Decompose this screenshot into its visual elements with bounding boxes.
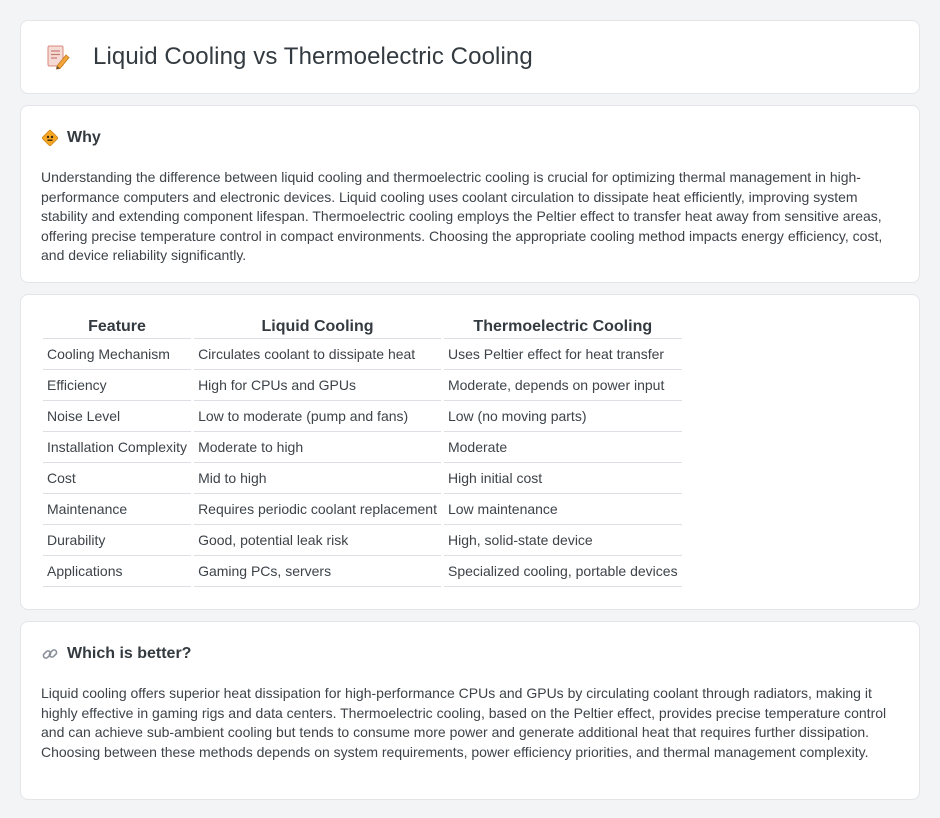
header-thermoelectric-cooling: Thermoelectric Cooling: [444, 317, 682, 339]
which-title: Which is better?: [67, 645, 192, 662]
feature-cell: Installation Complexity: [43, 432, 191, 463]
why-title: Why: [67, 129, 101, 146]
feature-cell: Maintenance: [43, 494, 191, 525]
why-section: [20, 105, 920, 283]
thermoelectric-cell: Specialized cooling, portable devices: [444, 556, 682, 587]
table-row: [43, 494, 682, 525]
page-title: Liquid Cooling vs Thermoelectric Cooling: [93, 43, 533, 70]
feature-cell: Durability: [43, 525, 191, 556]
feature-cell: Cooling Mechanism: [43, 339, 191, 370]
feature-cell: Applications: [43, 556, 191, 587]
liquid-cell: Mid to high: [194, 463, 441, 494]
liquid-cell: Circulates coolant to dissipate heat: [194, 339, 441, 370]
table-row: [43, 370, 682, 401]
thermoelectric-cell: Moderate: [444, 432, 682, 463]
warning-sign-icon: [41, 129, 59, 147]
which-text: Liquid cooling offers superior heat dissipation for high-performance CPUs and GPUs by circulating coolant through radiators, making it highly effective in gaming rigs and data centers. Thermoelectric cooling, based on the Peltier effect, provides precise temperature control and can achieve sub-ambient cooling but tends to consume more power and generate additional heat that requires further dissipation. Choosing between these methods depends on system requirements, power efficiency priorities, and thermal management complexity.: [41, 685, 887, 760]
table-row: [43, 556, 682, 587]
feature-cell: Cost: [43, 463, 191, 494]
liquid-cell: Requires periodic coolant replacement: [194, 494, 441, 525]
liquid-cell: Good, potential leak risk: [194, 525, 441, 556]
header-feature: Feature: [43, 317, 191, 339]
liquid-cell: Moderate to high: [194, 432, 441, 463]
document-pencil-icon: [45, 44, 71, 70]
link-icon: [41, 645, 59, 663]
liquid-cell: Low to moderate (pump and fans): [194, 401, 441, 432]
header-liquid-cooling: Liquid Cooling: [194, 317, 441, 339]
thermoelectric-cell: High initial cost: [444, 463, 682, 494]
liquid-cell: High for CPUs and GPUs: [194, 370, 441, 401]
which-section: [20, 621, 920, 800]
feature-cell: Efficiency: [43, 370, 191, 401]
liquid-cell: Gaming PCs, servers: [194, 556, 441, 587]
table-header-row: [43, 317, 682, 339]
thermoelectric-cell: Moderate, depends on power input: [444, 370, 682, 401]
thermoelectric-cell: Low maintenance: [444, 494, 682, 525]
title-card: [20, 20, 920, 94]
table-row: [43, 463, 682, 494]
why-text: Understanding the difference between liquid cooling and thermoelectric cooling is crucial for optimizing thermal management in high-performance computers and electronic devices. Liquid cooling uses coolant circulation to dissipate heat efficiently, improving system stability and extending component lifespan. Thermoelectric cooling employs the Peltier effect to transfer heat away from sensitive areas, offering precise temperature control in compact environments. Choosing the appropriate cooling method impacts energy efficiency, cost, and device reliability significantly.: [41, 169, 883, 264]
table-row: [43, 401, 682, 432]
feature-cell: Noise Level: [43, 401, 191, 432]
comparison-table: [40, 317, 685, 587]
table-row: [43, 339, 682, 370]
why-header: [41, 127, 899, 149]
thermoelectric-cell: Low (no moving parts): [444, 401, 682, 432]
which-header: [41, 643, 899, 665]
thermoelectric-cell: Uses Peltier effect for heat transfer: [444, 339, 682, 370]
table-row: [43, 525, 682, 556]
comparison-table-card: [20, 294, 920, 610]
thermoelectric-cell: High, solid-state device: [444, 525, 682, 556]
table-row: [43, 432, 682, 463]
